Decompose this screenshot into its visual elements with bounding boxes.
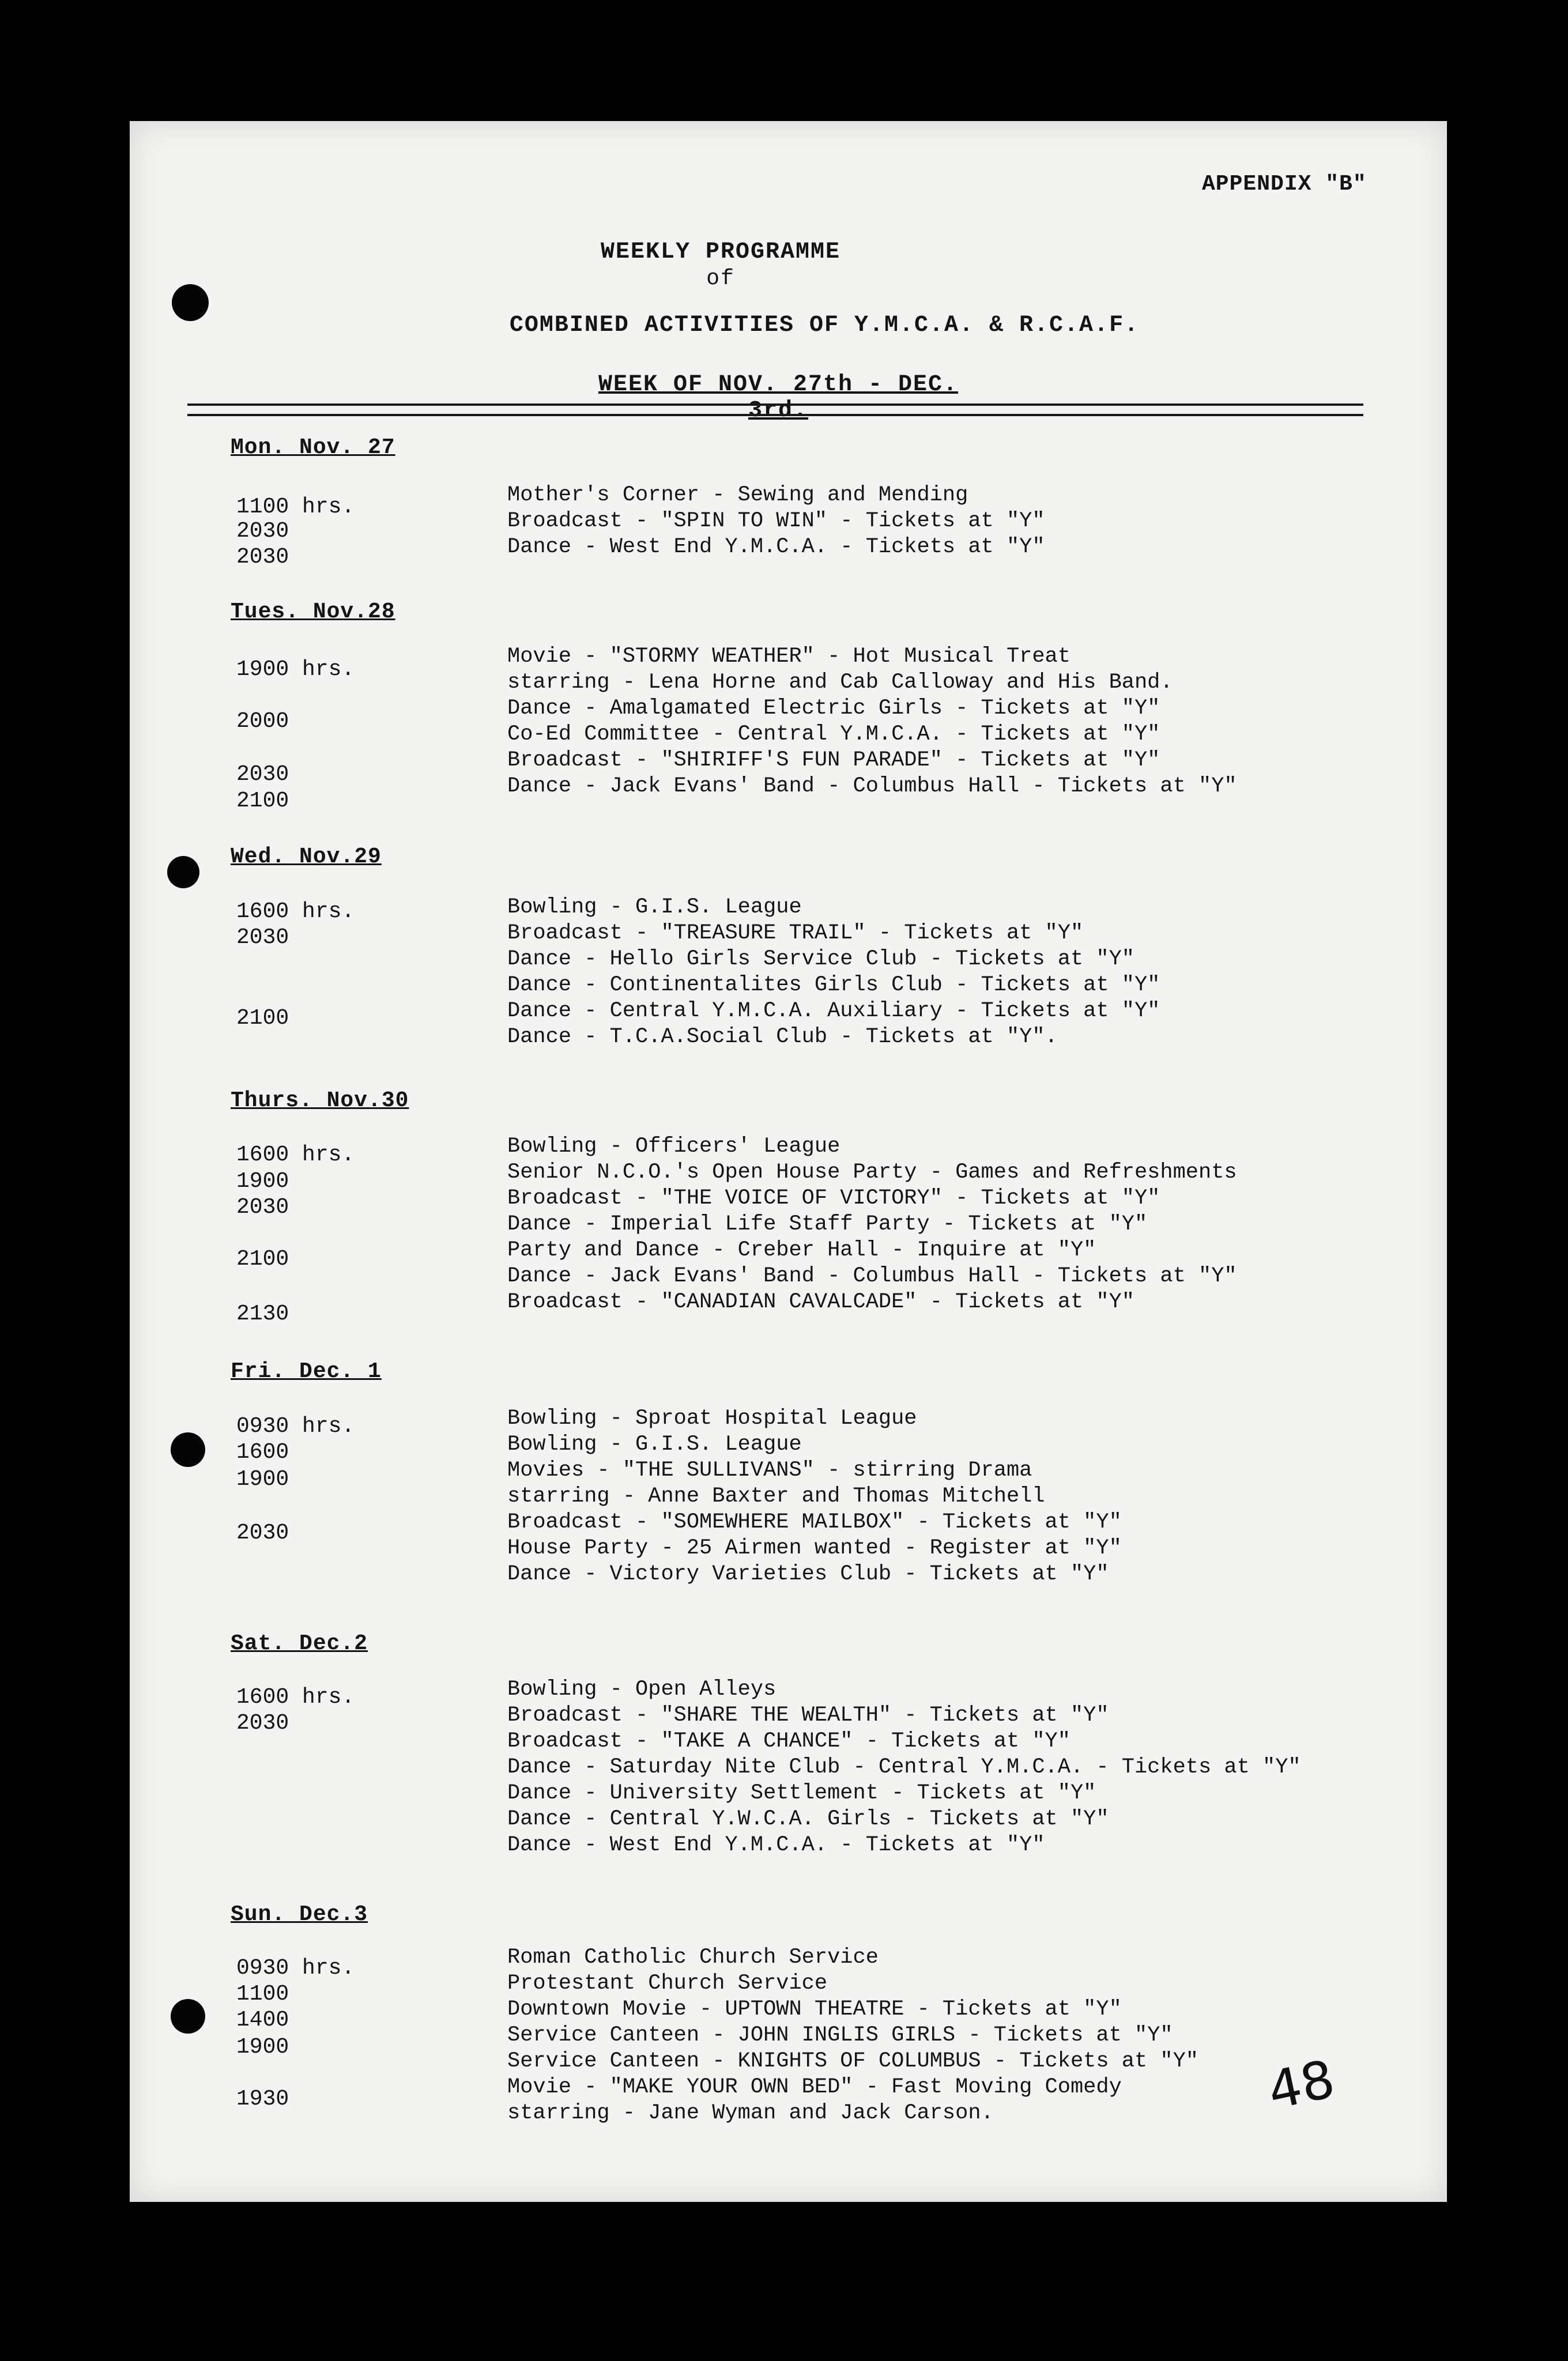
activity-line: Dance - Jack Evans' Band - Columbus Hall - Tickets at "Y" bbox=[507, 774, 1237, 798]
time-entry: 2000 bbox=[236, 709, 289, 734]
time-entry: 1100 hrs. bbox=[236, 495, 355, 519]
activity-line: Downtown Movie - UPTOWN THEATRE - Tickets at "Y" bbox=[507, 1997, 1122, 2021]
time-entry: 1900 bbox=[236, 2035, 289, 2060]
time-entry: 2030 bbox=[236, 1711, 289, 1736]
activity-line: Dance - West End Y.M.C.A. - Tickets at "Y" bbox=[507, 535, 1045, 559]
activity-line: starring - Lena Horne and Cab Calloway and His Band. bbox=[507, 670, 1173, 695]
activity-line: Dance - Victory Varieties Club - Tickets at "Y" bbox=[507, 1562, 1109, 1586]
activity-line: Broadcast - "SOMEWHERE MAILBOX" - Tickets at "Y" bbox=[507, 1510, 1122, 1534]
activity-line: Broadcast - "SHARE THE WEALTH" - Tickets at "Y" bbox=[507, 1703, 1109, 1728]
activity-line: Dance - Imperial Life Staff Party - Tickets at "Y" bbox=[507, 1212, 1148, 1236]
activity-line: Dance - Saturday Nite Club - Central Y.M.C.A. - Tickets at "Y" bbox=[507, 1755, 1301, 1779]
time-entry: 2030 bbox=[236, 545, 289, 569]
time-entry: 1600 hrs. bbox=[236, 1685, 355, 1710]
time-entry: 2100 bbox=[236, 1247, 289, 1272]
time-entry: 2100 bbox=[236, 1006, 289, 1031]
activity-line: Dance - Hello Girls Service Club - Tickets at "Y" bbox=[507, 947, 1134, 971]
day-heading: Tues. Nov.28 bbox=[231, 599, 395, 624]
activity-line: Dance - Amalgamated Electric Girls - Tickets at "Y" bbox=[507, 696, 1160, 721]
activity-line: Broadcast - "TAKE A CHANCE" - Tickets at "Y" bbox=[507, 1729, 1071, 1753]
activity-line: Mother's Corner - Sewing and Mending bbox=[507, 483, 968, 507]
activity-line: Broadcast - "SPIN TO WIN" - Tickets at "Y" bbox=[507, 509, 1045, 533]
activity-line: Senior N.C.O.'s Open House Party - Games and Refreshments bbox=[507, 1160, 1237, 1185]
activity-line: starring - Anne Baxter and Thomas Mitchell bbox=[507, 1484, 1045, 1508]
time-entry: 0930 hrs. bbox=[236, 1956, 355, 1981]
activity-line: Bowling - Officers' League bbox=[507, 1134, 840, 1159]
activity-line: Broadcast - "CANADIAN CAVALCADE" - Tickets at "Y" bbox=[507, 1290, 1134, 1314]
activity-line: Bowling - Open Alleys bbox=[507, 1677, 777, 1702]
day-heading: Thurs. Nov.30 bbox=[231, 1088, 409, 1113]
day-heading: Wed. Nov.29 bbox=[231, 844, 382, 869]
header-divider bbox=[187, 403, 1363, 416]
activity-line: Broadcast - "TREASURE TRAIL" - Tickets at "Y" bbox=[507, 921, 1084, 945]
time-entry: 0930 hrs. bbox=[236, 1414, 355, 1439]
punch-hole bbox=[167, 856, 199, 888]
time-entry: 1600 hrs. bbox=[236, 899, 355, 924]
activity-line: Protestant Church Service bbox=[507, 1971, 828, 1996]
activity-line: Service Canteen - JOHN INGLIS GIRLS - Tickets at "Y" bbox=[507, 2023, 1173, 2047]
day-heading: Sat. Dec.2 bbox=[231, 1631, 368, 1656]
activity-line: Dance - Central Y.M.C.A. Auxiliary - Tickets at "Y" bbox=[507, 999, 1160, 1023]
day-heading: Mon. Nov. 27 bbox=[231, 435, 395, 460]
time-entry: 1600 bbox=[236, 1440, 289, 1465]
activity-line: Bowling - G.I.S. League bbox=[507, 1432, 802, 1457]
time-entry: 2130 bbox=[236, 1302, 289, 1326]
appendix-label: APPENDIX "B" bbox=[1202, 172, 1367, 197]
time-entry: 2100 bbox=[236, 789, 289, 813]
time-entry: 2030 bbox=[236, 762, 289, 787]
time-entry: 1900 bbox=[236, 1467, 289, 1492]
activity-line: Movie - "STORMY WEATHER" - Hot Musical Treat bbox=[507, 644, 1071, 669]
activity-line: House Party - 25 Airmen wanted - Register at "Y" bbox=[507, 1536, 1122, 1560]
time-entry: 1400 bbox=[236, 2008, 289, 2032]
activity-line: Dance - Jack Evans' Band - Columbus Hall - Tickets at "Y" bbox=[507, 1264, 1237, 1288]
punch-hole bbox=[171, 1999, 205, 2034]
title-of: of bbox=[706, 266, 735, 291]
time-entry: 1930 bbox=[236, 2087, 289, 2111]
activity-line: Dance - Central Y.W.C.A. Girls - Tickets at "Y" bbox=[507, 1807, 1109, 1831]
time-entry: 2030 bbox=[236, 519, 289, 544]
folio-number: 48 bbox=[1262, 2049, 1340, 2122]
activity-line: Dance - West End Y.M.C.A. - Tickets at "Y" bbox=[507, 1833, 1045, 1857]
activity-line: Broadcast - "THE VOICE OF VICTORY" - Tickets at "Y" bbox=[507, 1186, 1160, 1210]
week-range: WEEK OF NOV. 27th - DEC. 3rd. bbox=[598, 372, 959, 424]
activity-line: Dance - T.C.A.Social Club - Tickets at "Y". bbox=[507, 1025, 1058, 1049]
document-subtitle: COMBINED ACTIVITIES OF Y.M.C.A. & R.C.A.F. bbox=[509, 312, 1140, 338]
day-heading: Sun. Dec.3 bbox=[231, 1902, 368, 1927]
activity-line: Dance - University Settlement - Tickets at "Y" bbox=[507, 1781, 1096, 1805]
punch-hole bbox=[171, 1432, 205, 1467]
activity-line: Dance - Continentalites Girls Club - Tickets at "Y" bbox=[507, 973, 1160, 997]
activity-line: Service Canteen - KNIGHTS OF COLUMBUS - Tickets at "Y" bbox=[507, 2049, 1198, 2073]
activity-line: Bowling - Sproat Hospital League bbox=[507, 1406, 917, 1431]
activity-line: Party and Dance - Creber Hall - Inquire at "Y" bbox=[507, 1238, 1096, 1262]
activity-line: Movies - "THE SULLIVANS" - stirring Drama bbox=[507, 1458, 1032, 1483]
time-entry: 2030 bbox=[236, 925, 289, 950]
activity-line: starring - Jane Wyman and Jack Carson. bbox=[507, 2101, 994, 2125]
activity-line: Roman Catholic Church Service bbox=[507, 1945, 879, 1970]
day-heading: Fri. Dec. 1 bbox=[231, 1359, 382, 1384]
document-title: WEEKLY PROGRAMME bbox=[600, 239, 841, 265]
time-entry: 2030 bbox=[236, 1521, 289, 1545]
time-entry: 2030 bbox=[236, 1195, 289, 1220]
punch-hole bbox=[172, 284, 209, 321]
time-entry: 1100 bbox=[236, 1982, 289, 2007]
activity-line: Movie - "MAKE YOUR OWN BED" - Fast Moving Comedy bbox=[507, 2075, 1122, 2099]
time-entry: 1900 bbox=[236, 1169, 289, 1194]
activity-line: Broadcast - "SHIRIFF'S FUN PARADE" - Tickets at "Y" bbox=[507, 748, 1160, 772]
activity-line: Co-Ed Committee - Central Y.M.C.A. - Tickets at "Y" bbox=[507, 722, 1160, 746]
activity-line: Bowling - G.I.S. League bbox=[507, 895, 802, 919]
time-entry: 1600 hrs. bbox=[236, 1142, 355, 1167]
time-entry: 1900 hrs. bbox=[236, 657, 355, 682]
